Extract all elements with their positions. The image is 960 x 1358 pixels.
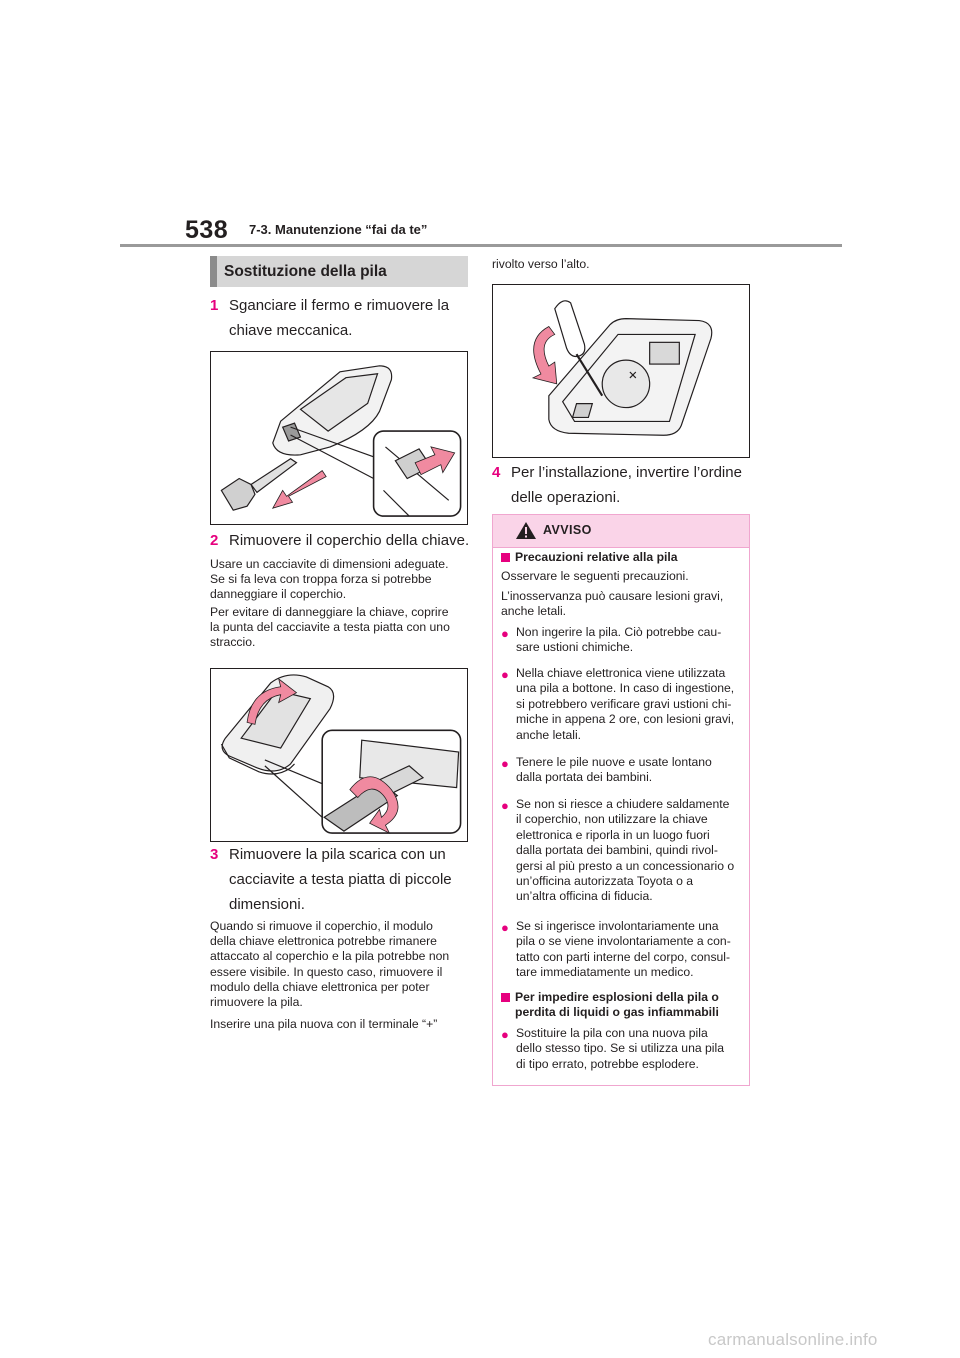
bullet-line: dalla portata dei bambini. xyxy=(516,770,653,785)
note-line: Quando si rimuove il coperchio, il modulo xyxy=(210,919,433,933)
bullet-dot-icon: ● xyxy=(501,756,509,771)
chapter-title: 7-3. Manutenzione “fai da te” xyxy=(249,222,428,237)
bullet-dot-icon: ● xyxy=(501,626,509,641)
figure-remove-battery xyxy=(492,284,750,458)
note-line: Inserire una pila nuova con il terminale “+” xyxy=(210,1017,438,1031)
warning-bullet xyxy=(501,666,745,743)
heading-line: Per impedire esplosioni della pila o xyxy=(515,990,719,1004)
step-3-note-2-continued xyxy=(492,257,750,272)
battery-removal-illustration xyxy=(493,285,749,457)
step-line: delle operazioni. xyxy=(511,489,621,506)
step-line: Per l’installazione, invertire l’ordine xyxy=(511,464,742,481)
warning-box xyxy=(492,514,750,1086)
warning-heading xyxy=(501,990,745,1021)
step-number: 4 xyxy=(492,464,501,481)
note-line: rivolto verso l’alto. xyxy=(492,257,590,271)
step-2-note-2 xyxy=(210,605,475,651)
paragraph-line: L’inosservanza può causare lesioni gravi, xyxy=(501,589,724,603)
warning-bullet xyxy=(501,919,745,981)
bullet-line: un’officina autorizzata Toyota o a xyxy=(516,874,694,889)
step-number: 1 xyxy=(210,297,219,314)
bullet-line: Se si ingerisce involontariamente una xyxy=(516,919,719,933)
paragraph-line: Osservare le seguenti precauzioni. xyxy=(501,569,689,583)
step-3 xyxy=(210,842,472,917)
bullet-line: elettronica e riporla in un luogo fuori xyxy=(516,827,710,842)
warning-label: AVVISO xyxy=(543,523,592,537)
warning-paragraph xyxy=(501,569,745,584)
bullet-line: un’altra officina di fiducia. xyxy=(516,889,653,904)
note-line: attaccato al coperchio e la pila potrebbe non xyxy=(210,949,450,964)
figure-remove-cover xyxy=(210,668,468,842)
square-bullet-icon xyxy=(501,993,510,1002)
bullet-line: Non ingerire la pila. Ciò potrebbe cau- xyxy=(516,625,722,639)
warning-paragraph xyxy=(501,589,745,620)
bullet-line: anche letali. xyxy=(516,727,582,742)
step-1 xyxy=(210,293,470,343)
warning-header xyxy=(493,515,749,548)
step-line: cacciavite a testa piatta di piccole xyxy=(229,871,452,888)
note-line: danneggiare il coperchio. xyxy=(210,587,347,602)
bullet-dot-icon: ● xyxy=(501,1027,509,1042)
note-line: della chiave elettronica potrebbe rimanere xyxy=(210,934,437,949)
bullet-line: tatto con parti interne del corpo, consul- xyxy=(516,949,731,964)
note-line: modulo della chiave elettronica per poter xyxy=(210,979,430,994)
arrow-icon xyxy=(533,327,557,384)
step-4 xyxy=(492,460,754,510)
bullet-line: una pila a bottone. In caso di ingestione, xyxy=(516,681,735,696)
warning-heading xyxy=(501,550,745,565)
note-line: rimuovere la pila. xyxy=(210,995,303,1010)
bullet-line: il coperchio, non utilizzare la chiave xyxy=(516,812,708,827)
header-rule xyxy=(120,244,842,247)
step-line: dimensioni. xyxy=(229,896,305,913)
bullet-line: pila o se viene involontariamente a con- xyxy=(516,934,731,949)
heading-line: Precauzioni relative alla pila xyxy=(515,550,678,564)
step-2-note-1 xyxy=(210,557,475,603)
warning-triangle-icon xyxy=(515,521,537,540)
heading-line: perdita di liquidi o gas infiammabili xyxy=(515,1005,719,1020)
bullet-dot-icon: ● xyxy=(501,920,509,935)
footer-watermark: carmanualsonline.info xyxy=(708,1330,878,1349)
square-bullet-icon xyxy=(501,553,510,562)
note-line: Se si fa leva con troppa forza si potrebbe xyxy=(210,572,432,587)
key-fob-illustration xyxy=(211,352,467,524)
arrow-icon xyxy=(273,471,326,509)
step-3-note-2 xyxy=(210,1017,475,1032)
bullet-line: di tipo errato, potrebbe esplodere. xyxy=(516,1056,699,1071)
warning-bullet xyxy=(501,797,745,905)
bullet-line: Sostituire la pila con una nuova pila xyxy=(516,1026,708,1040)
note-line: essere visibile. In questo caso, rimuovere il xyxy=(210,964,443,979)
bullet-line: si potrebbero verificare gravi ustioni chi- xyxy=(516,696,732,711)
bullet-dot-icon: ● xyxy=(501,667,509,682)
step-line: Rimuovere il coperchio della chiave. xyxy=(229,532,470,549)
bullet-line: tare immediatamente un medico. xyxy=(516,965,694,980)
warning-bullet xyxy=(501,1026,745,1072)
step-number: 3 xyxy=(210,846,219,863)
bullet-line: sare ustioni chimiche. xyxy=(516,640,634,655)
note-line: la punta del cacciavite a testa piatta con uno xyxy=(210,620,450,635)
step-line: Rimuovere la pila scarica con un xyxy=(229,846,446,863)
step-2 xyxy=(210,528,472,553)
key-cover-illustration xyxy=(211,669,467,841)
figure-remove-mechanical-key xyxy=(210,351,468,525)
paragraph-line: anche letali. xyxy=(501,604,567,619)
bullet-dot-icon: ● xyxy=(501,798,509,813)
note-line: Per evitare di danneggiare la chiave, coprire xyxy=(210,605,449,619)
bullet-line: Nella chiave elettronica viene utilizzata xyxy=(516,666,726,680)
step-line: Sganciare il fermo e rimuovere la xyxy=(229,297,450,314)
warning-bullet xyxy=(501,755,745,786)
note-line: straccio. xyxy=(210,635,256,650)
warning-bullet xyxy=(501,625,745,656)
step-line: chiave meccanica. xyxy=(229,322,353,339)
page-number: 538 xyxy=(185,216,229,244)
step-3-note-1 xyxy=(210,919,475,1010)
section-title: Sostituzione della pila xyxy=(210,256,468,287)
bullet-line: miche in appena 2 ore, con lesioni gravi, xyxy=(516,712,735,727)
note-line: Usare un cacciavite di dimensioni adeguate. xyxy=(210,557,449,571)
bullet-line: Se non si riesce a chiudere saldamente xyxy=(516,797,730,811)
step-number: 2 xyxy=(210,532,219,549)
bullet-line: dello stesso tipo. Se si utilizza una pila xyxy=(516,1041,724,1056)
bullet-line: Tenere le pile nuove e usate lontano xyxy=(516,755,712,769)
bullet-line: gersi al più presto a un concessionario o xyxy=(516,858,735,873)
bullet-line: dalla portata dei bambini, quindi rivol- xyxy=(516,843,718,858)
